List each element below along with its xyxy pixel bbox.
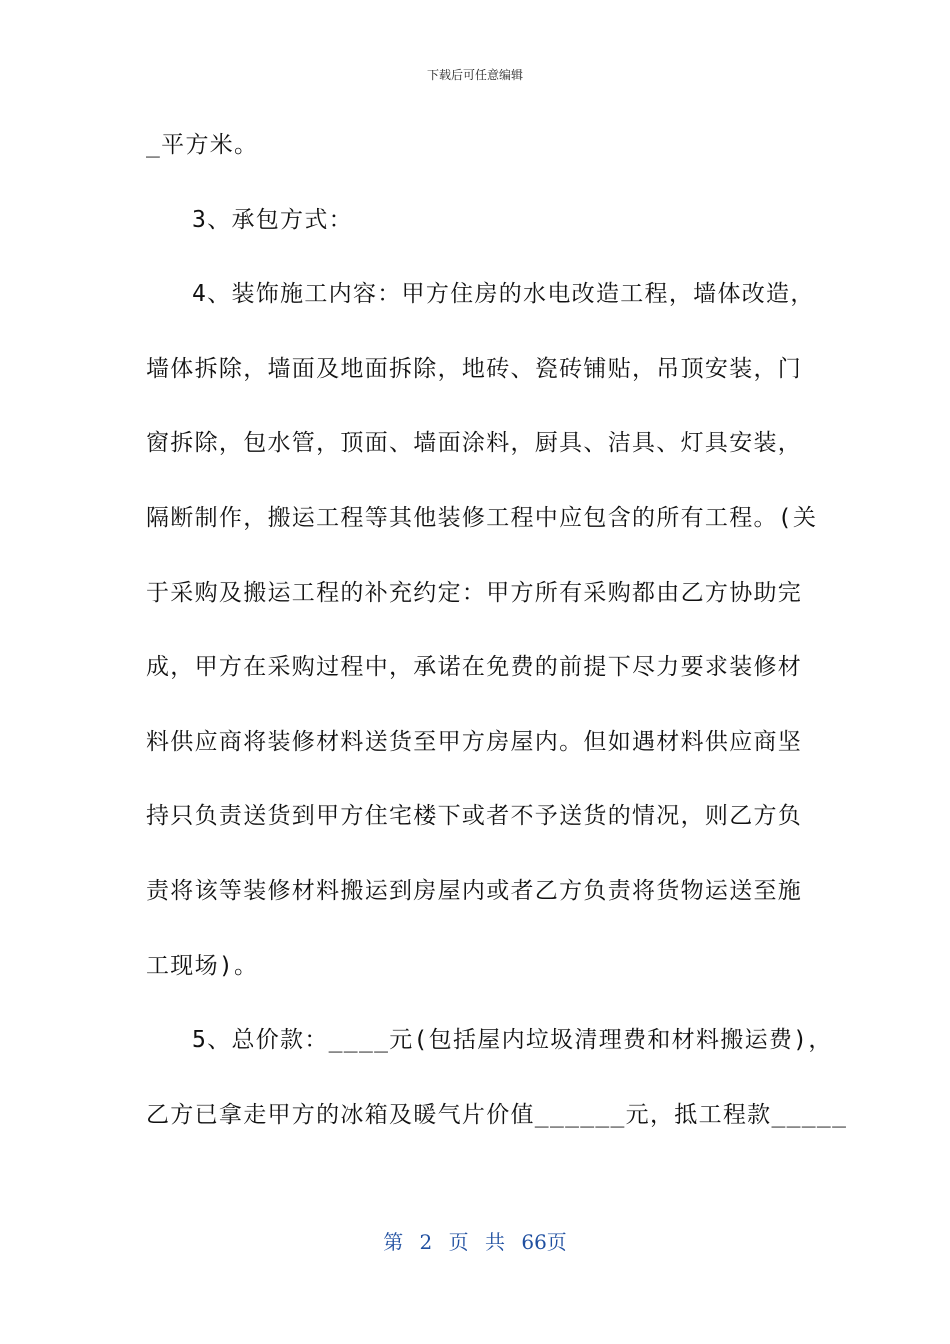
text-line: 料供应商将装修材料送货至甲方房屋内。但如遇材料供应商坚 (146, 728, 803, 755)
text-line: 工现场)。 (146, 952, 259, 979)
text-line: 墙体拆除，墙面及地面拆除，地砖、瓷砖铺贴，吊顶安装，门 (146, 355, 803, 382)
text-line: _平方米。 (146, 132, 259, 158)
text-line: 窗拆除，包水管，顶面、墙面涂料，厨具、洁具、灯具安装， (146, 430, 803, 457)
text-line: 持只负责送货到甲方住宅楼下或者不予送货的情况，则乙方负 (146, 803, 803, 830)
page-header: 下载后可任意编辑 (426, 68, 523, 82)
text-line: 隔断制作，搬运工程等其他装修工程中应包含的所有工程。(关 (146, 504, 818, 531)
document-body (146, 122, 848, 1166)
section-heading-4: 4、装饰施工内容：甲方住房的水电改造工程，墙体改造， (192, 281, 815, 308)
text-line: 于采购及搬运工程的补充约定：甲方所有采购都由乙方协助完 (146, 579, 803, 606)
text-line: 责将该等装修材料搬运到房屋内或者乙方负责将货物运送至施 (146, 877, 803, 904)
page-number: 第 2 页 共 66页 (383, 1230, 567, 1254)
text-line: 乙方已拿走甲方的冰箱及暖气片价值______元，抵工程款_____ (146, 1101, 848, 1128)
text-line: 成，甲方在采购过程中，承诺在免费的前提下尽力要求装修材 (146, 654, 803, 681)
section-heading-5: 5、总价款：____元(包括屋内垃圾清理费和材料搬运费)， (192, 1027, 833, 1054)
section-heading-3: 3、承包方式： (192, 206, 353, 233)
